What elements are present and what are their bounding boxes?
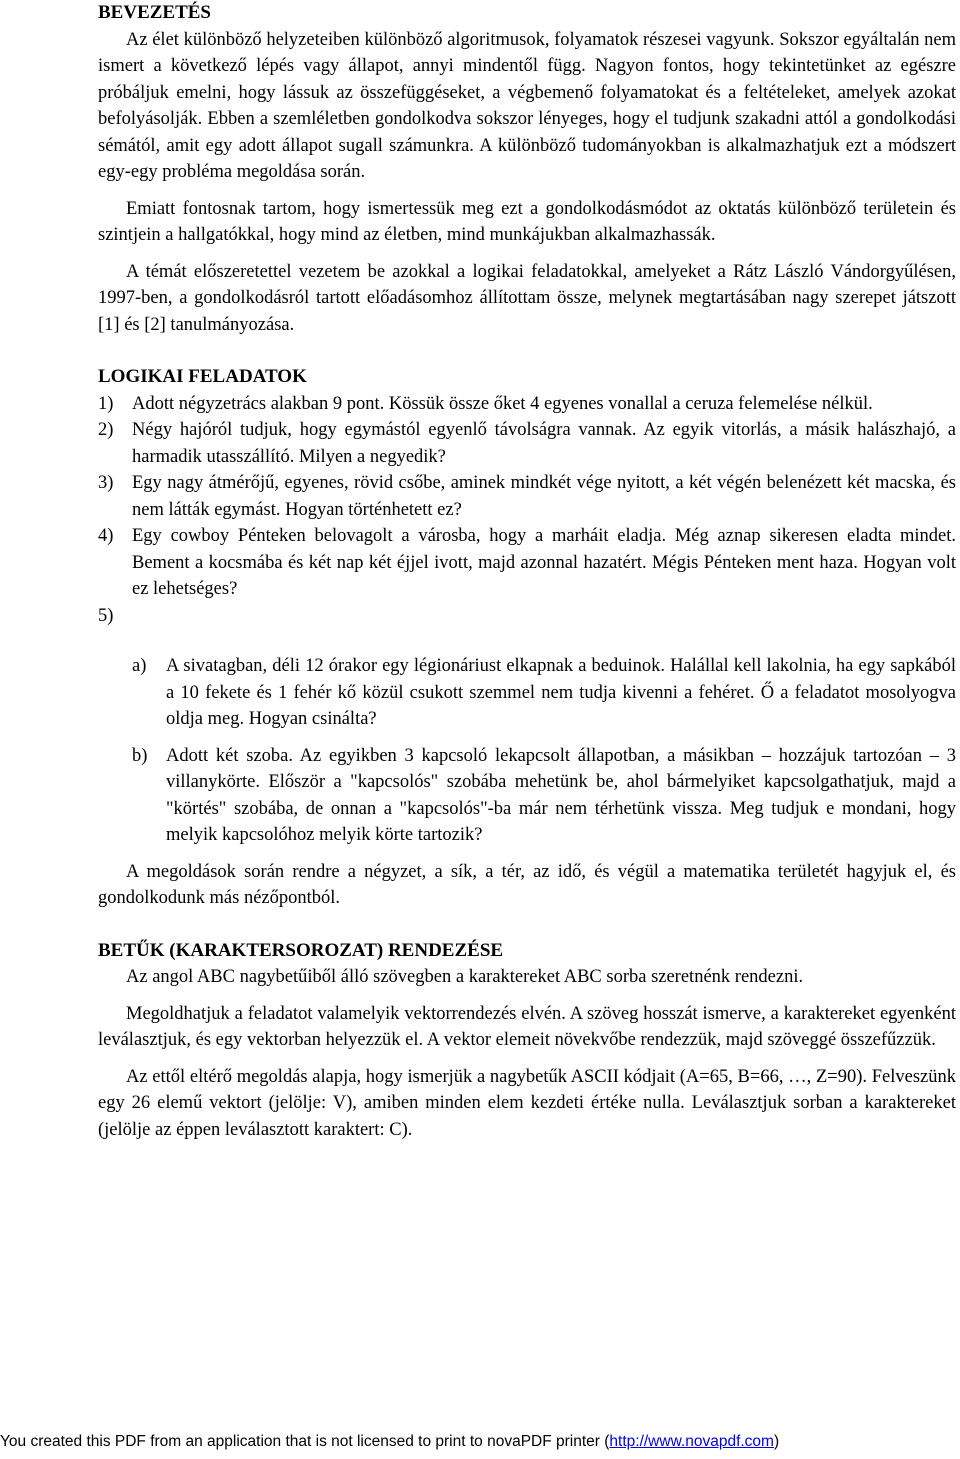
footer-link[interactable]: http://www.novapdf.com — [609, 1433, 774, 1450]
footer-text: You created this PDF from an application that is not licensed to print to novaPDF printer ( — [0, 1433, 610, 1450]
list-item — [98, 470, 956, 523]
paragraph: A témát előszeretettel vezetem be azokkal a logikai feladatokkal, amelyeket a Rátz László Vándorgyűlésen, 1997-ben, a gondolkodásról tartott előadásomhoz állítottam össze, melynek megtartásában nagy szerepet játszott [1] és [2] tanulmányozása. — [98, 261, 956, 335]
list-text: Egy nagy átmérőjű, egyenes, rövid csőbe, aminek mindkét vége nyitott, a két végén belenézett két macska, és nem látták egymást. Hogyan történhetett ez? — [132, 473, 956, 520]
sub-list-item — [132, 653, 956, 733]
sub-list-text: Adott két szoba. Az egyikben 3 kapcsoló lekapcsolt állapotban, a másikban – hozzájuk tartozóan – 3 villanykörte. Először a "kapcsolós" szobába mehetünk be, ahol bármelyiket kapcsolgathatjuk, majd a "körtés" szobába, de onnan a "kapcsolós"-ba már nem térhetünk vissza. Meg tudjuk e mondani, hogy melyik kapcsolóhoz melyik körte tartozik? — [166, 745, 956, 845]
list-number: 5) — [98, 605, 114, 626]
list-number: 2) — [98, 420, 114, 440]
section-heading-betuk: BETŰK (KARAKTERSOROZAT) RENDEZÉSE — [98, 939, 504, 961]
sub-list-text: A sivatagban, déli 12 órakor egy légionáriust elkapnak a beduinok. Halállal kell lakolnia, ha egy sapkából a 10 fekete és 1 fehér kő közül csukott szemmel nem tudja kivenni a fehéret. Ő a feladatot mosolyogva oldja meg. Hogyan csinálta? — [166, 656, 956, 729]
list-text: Egy cowboy Pénteken belovagolt a városba, hogy a marháit eladja. Még aznap sikeresen eladta mindet. Bement a kocsmába és két nap két éjjel ivott, majd azonnal hazatért. Mégis Pénteken ment haza. Hogyan volt ez lehetséges? — [132, 526, 956, 599]
paragraph: Az élet különböző helyzeteiben különböző algoritmusok, folyamatok részesei vagyunk. Sokszor egyáltalán nem ismert a következő lépés vagy állapot, annyi mindentől függ. Nagyon fontos, hogy tekintetünket az egészre próbáljuk emelni, hogy lássuk az összefüggéseket, a végbemenő folyamatokat és a feltételeket, amelyek azokat befolyásolják. Ebben a szemléletben gondolkodva sokszor lényeges, hogy el tudjunk szakadni attól a gondolkodási sémától, amit egy adott állapot sugall számunkra. A különböző tudományokban is alkalmazhatjuk ezt a módszert egy-egy probléma megoldása során. — [98, 29, 956, 182]
document-page — [98, 0, 956, 1143]
list-text — [132, 603, 956, 630]
paragraph: Az angol ABC nagybetűiből álló szövegben a karaktereket ABC sorba szeretnénk rendezni. — [126, 967, 804, 987]
sub-list-letter: b) — [132, 745, 148, 766]
list-text: Négy hajóról tudjuk, hogy egymástól egyenlő távolságra vannak. Az egyik vitorlás, a másik halászhajó, a harmadik utasszállító. Milyen a negyedik? — [132, 420, 956, 467]
list-item — [98, 391, 956, 418]
list-text: Adott négyzetrács alakban 9 pont. Kössük össze őket 4 egyenes vonallal a ceruza felemelése nélkül. — [132, 393, 873, 414]
list-item — [98, 603, 956, 630]
list-number: 4) — [98, 526, 114, 546]
sub-list-letter: a) — [132, 656, 147, 676]
list-number: 1) — [98, 393, 114, 414]
paragraph: Emiatt fontosnak tartom, hogy ismertessük meg ezt a gondolkodásmódot az oktatás különböző területein és szintjein a hallgatókkal, hogy mind az életben, mind munkájukban alkalmazhassák. — [98, 198, 956, 245]
section-heading-bevezetes: BEVEZETÉS — [98, 2, 211, 23]
section-heading-logikai: LOGIKAI FELADATOK — [98, 366, 307, 387]
sub-list-item — [132, 743, 956, 849]
pdf-license-footer — [0, 1432, 960, 1452]
paragraph: A megoldások során rendre a négyzet, a sík, a tér, az idő, és végül a matematika területét hagyjuk el, és gondolkodunk más nézőpontból. — [98, 861, 956, 908]
footer-close: ) — [773, 1433, 780, 1450]
list-number: 3) — [98, 473, 114, 493]
paragraph: Megoldhatjuk a feladatot valamelyik vektorrendezés elvén. A szöveg hosszát ismerve, a karaktereket egyenként leválasztjuk, és egy vektorban helyezzük el. A vektor elemeit növekvőbe rendezzük, majd szöveggé összefűzzük. — [98, 1003, 956, 1050]
paragraph: Az ettől eltérő megoldás alapja, hogy ismerjük a nagybetűk ASCII kódjait (A=65, B=66, …, Z=90). Felveszünk egy 26 elemű vektort (jelölje: V), amiben minden elem kezdeti értéke nulla. Leválasztjuk sorban a karaktereket (jelölje az éppen leválasztott karaktert: C). — [98, 1066, 956, 1140]
list-item — [98, 523, 956, 603]
list-item — [98, 417, 956, 470]
